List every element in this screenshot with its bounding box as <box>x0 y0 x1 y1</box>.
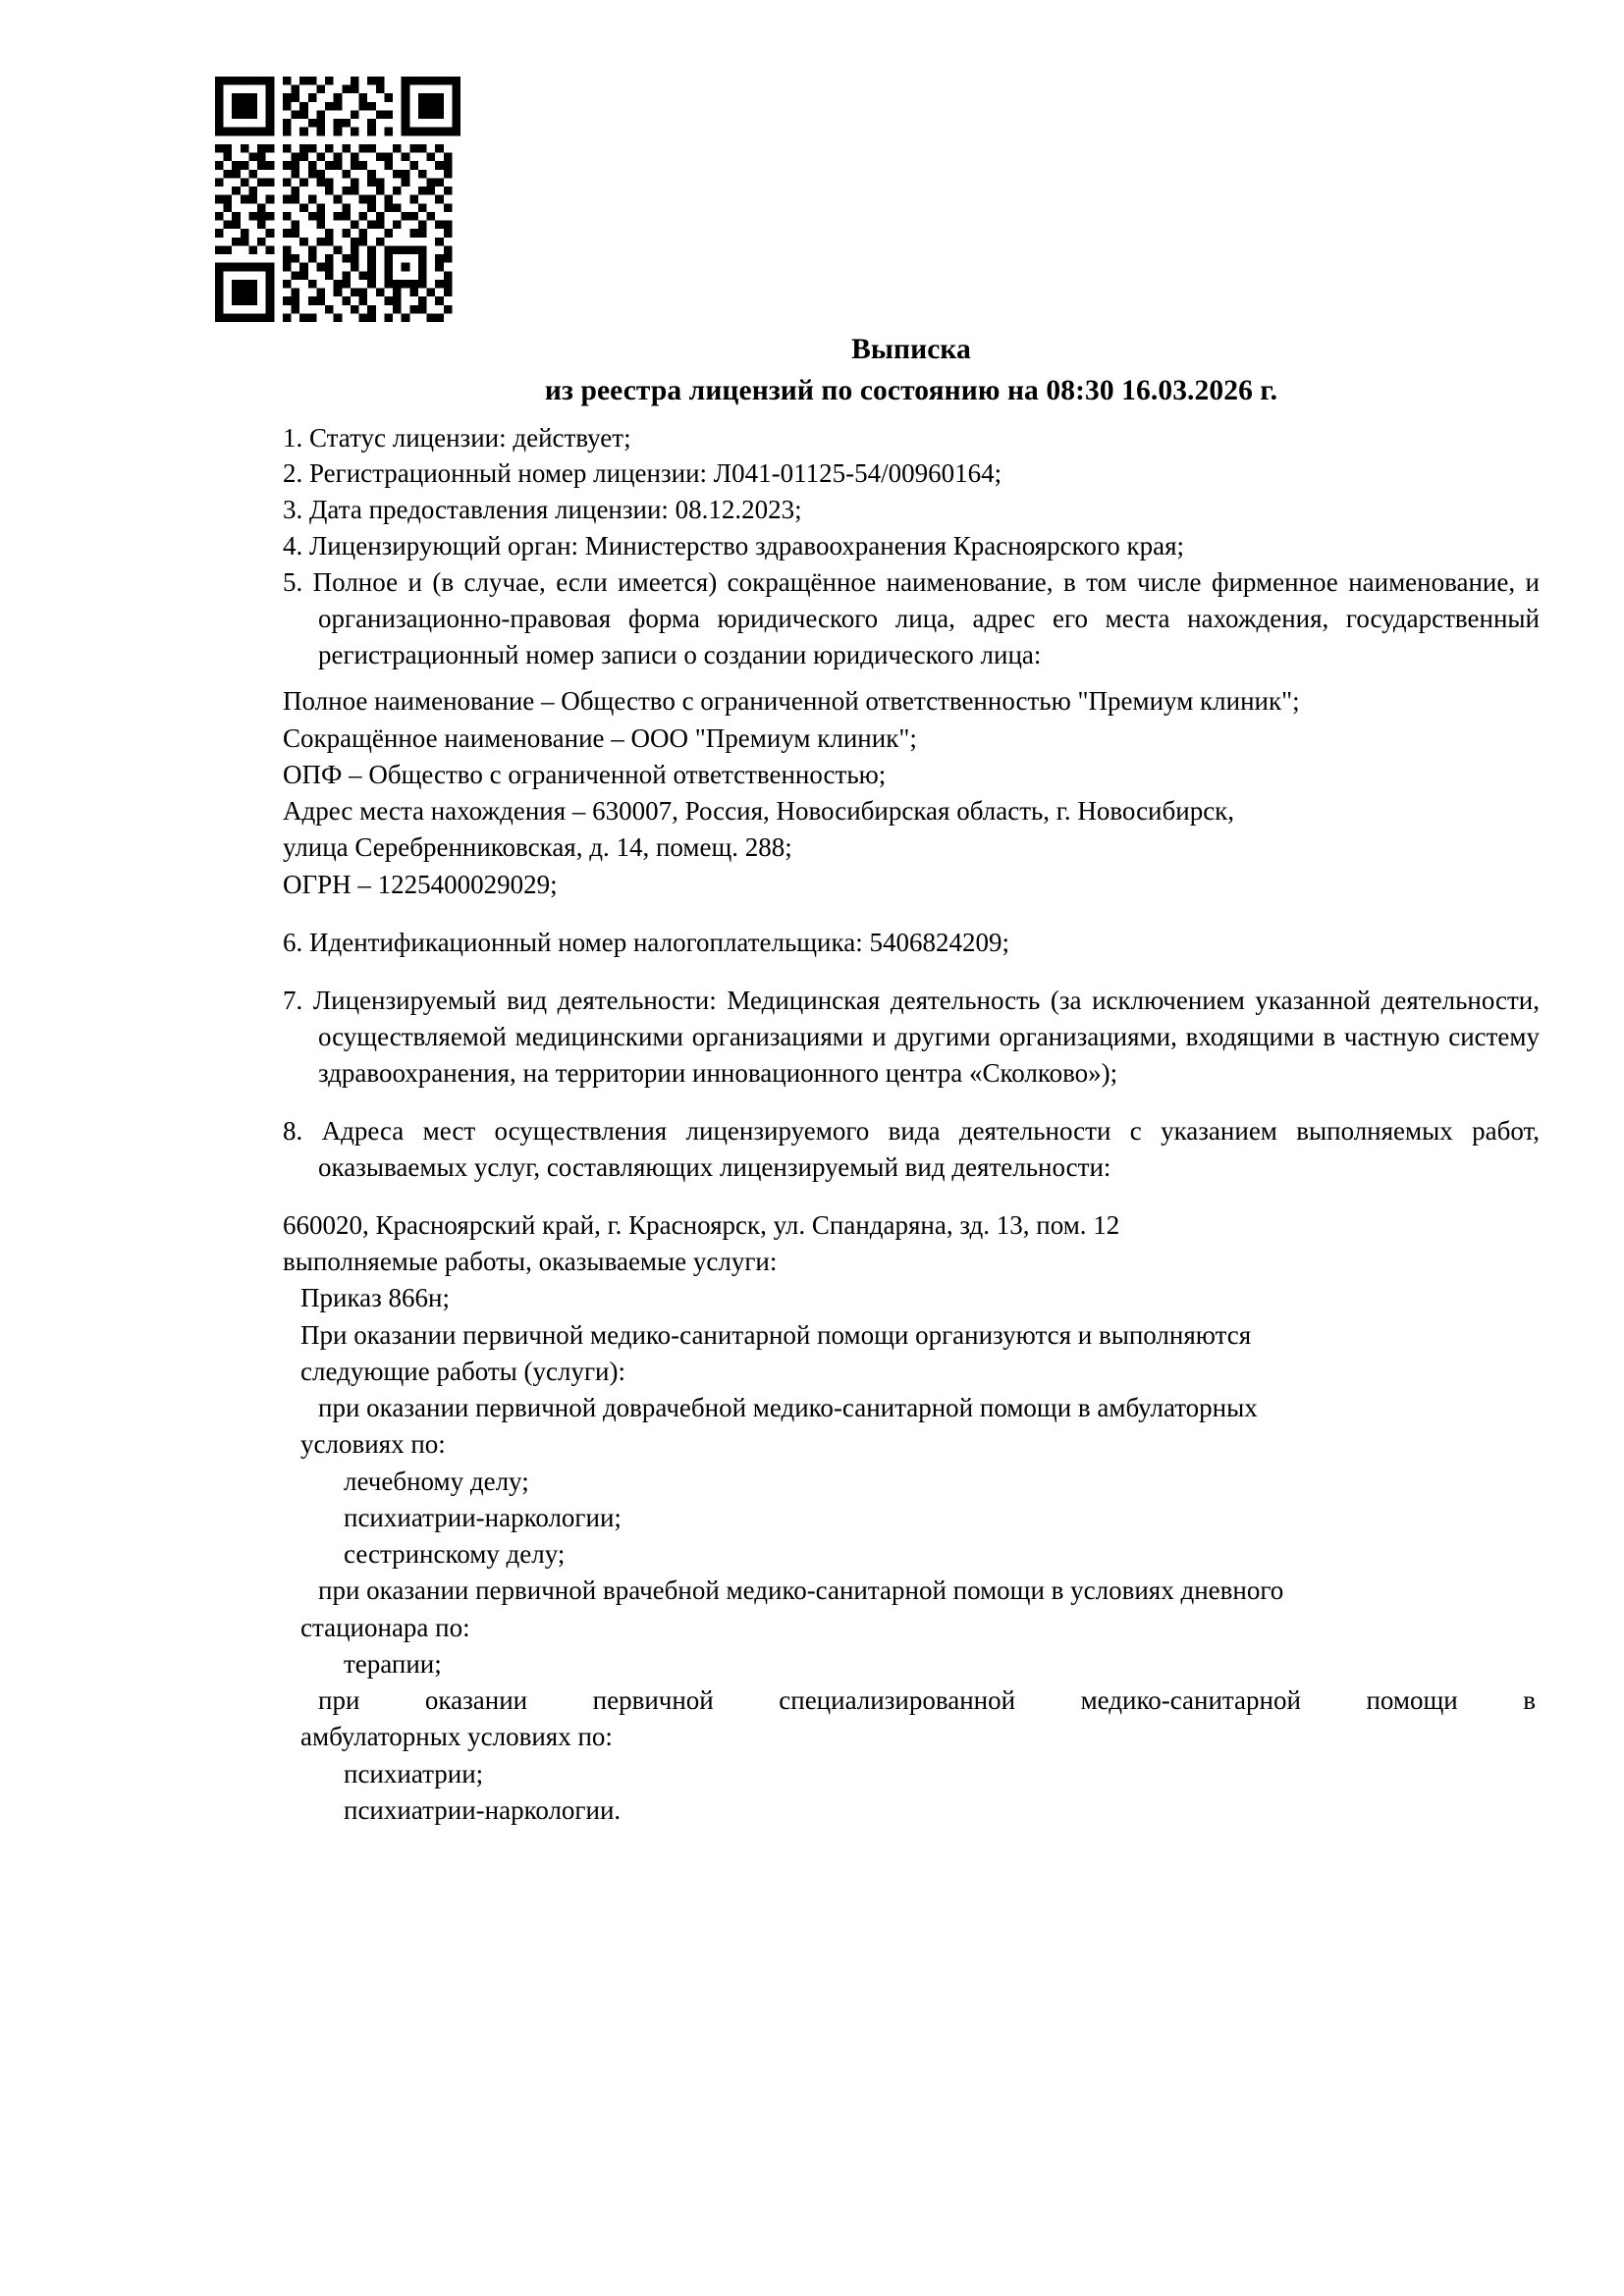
list-item: 5. Полное и (в случае, если имеется) сокращённое наименование, в том числе фирменное наименование, и организационно-правовая форма юридического лица, адрес его места нахождения, государственный регистрационный номер записи о создании юридического лица: <box>283 567 1540 670</box>
service-item: психиатрии; <box>344 1758 484 1789</box>
service-group-line: при оказании первичной специализированной медико-санитарной помощи в <box>318 1685 1536 1716</box>
service-group-line: условиях по: <box>300 1429 446 1460</box>
service-item: лечебному делу; <box>344 1466 529 1496</box>
service-item: психиатрии-наркологии; <box>344 1502 622 1532</box>
primary-care-intro-line: При оказании первичной медико-санитарной помощи организуются и выполняются <box>300 1319 1252 1350</box>
list-item: ОПФ – Общество с ограниченной ответственностью; <box>283 759 887 789</box>
list-item: Адрес места нахождения – 630007, Россия, Новосибирская область, г. Новосибирск, <box>283 796 1235 827</box>
document-subtitle: из реестра лицензий по состоянию на 08:30 16.03.2026 г. <box>544 374 1278 406</box>
list-item: 3. Дата предоставления лицензии: 08.12.2023; <box>283 495 802 525</box>
service-group-line: стационара по: <box>300 1612 470 1642</box>
list-item: 6. Идентификационный номер налогоплательщика: 5406824209; <box>283 927 1009 957</box>
activity-address: 660020, Красноярский край, г. Красноярск, ул. Спандаряна, зд. 13, пом. 12 <box>283 1209 1120 1240</box>
works-header: выполняемые работы, оказываемые услуги: <box>283 1247 778 1277</box>
primary-care-intro-line: следующие работы (услуги): <box>300 1356 625 1386</box>
list-item: ОГРН – 1225400029029; <box>283 869 558 899</box>
qr-code-icon <box>215 77 460 322</box>
list-item: 8. Адреса мест осуществления лицензируемого вида деятельности с указанием выполняемых работ, оказываемых услуг, составляющих лицензируемый вид деятельности: <box>283 1115 1540 1182</box>
list-item: улица Серебренниковская, д. 14, помещ. 288; <box>283 832 792 863</box>
service-group-line: амбулаторных условиях по: <box>300 1722 613 1752</box>
service-group-line: при оказании первичной доврачебной медико-санитарной помощи в амбулаторных <box>318 1393 1258 1423</box>
list-item: Сокращённое наименование – ООО "Премиум клиник"; <box>283 722 917 753</box>
list-item: 7. Лицензируемый вид деятельности: Медицинская деятельность (за исключением указанной деятельности, осуществляемой медицинскими организациями и другими организациями, входящими в частную систему здравоохранения, на территории инновационного центра «Сколково»); <box>283 985 1540 1088</box>
list-item: 2. Регистрационный номер лицензии: Л041-01125-54/00960164; <box>283 458 1002 489</box>
list-item: Полное наименование – Общество с ограниченной ответственностью "Премиум клиник"; <box>283 686 1300 717</box>
document-title: Выписка <box>851 334 971 365</box>
service-item: психиатрии-наркологии. <box>344 1794 622 1825</box>
service-group-line: при оказании первичной врачебной медико-санитарной помощи в условиях дневного <box>318 1575 1284 1606</box>
document-body <box>283 332 1540 1829</box>
service-item: терапии; <box>344 1648 442 1679</box>
list-item: 4. Лицензирующий орган: Министерство здравоохранения Красноярского края; <box>283 531 1184 561</box>
service-item: сестринскому делу; <box>344 1539 566 1570</box>
list-item: 1. Статус лицензии: действует; <box>283 422 631 453</box>
order-reference: Приказ 866н; <box>300 1283 451 1313</box>
